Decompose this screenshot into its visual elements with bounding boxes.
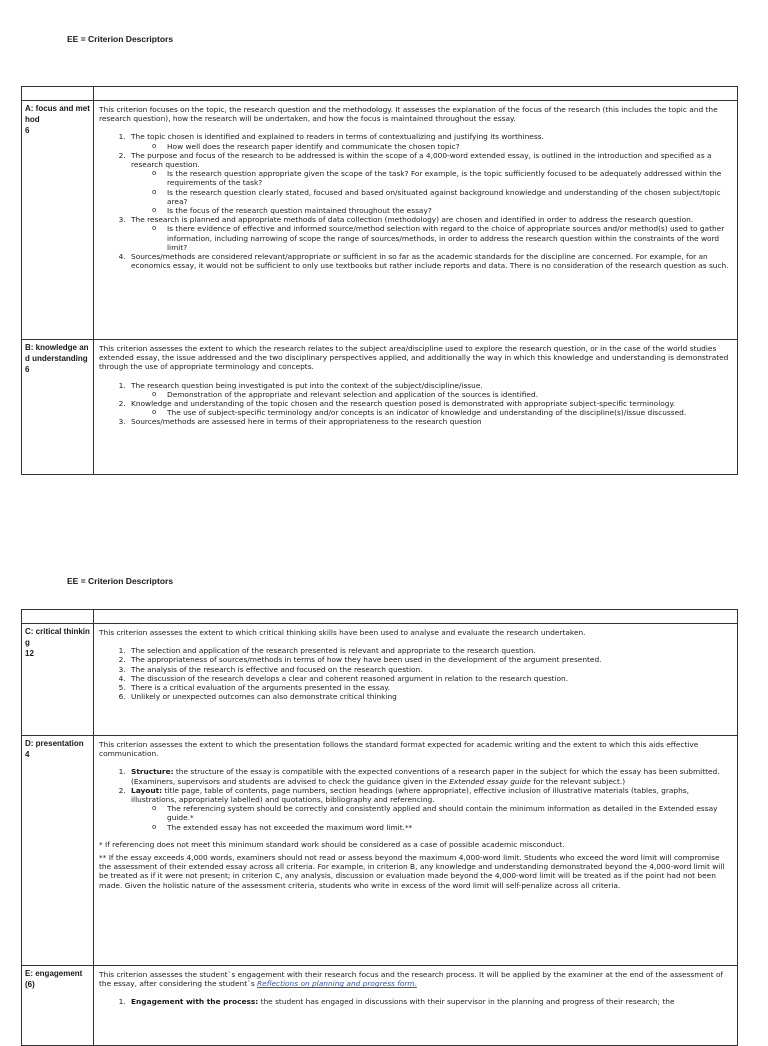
criterion-b-body xyxy=(94,340,738,475)
list-item: 6. Unlikely or unexpected outcomes can also demonstrate critical thinking xyxy=(128,692,731,701)
criterion-a-label: A: focus and method 6 xyxy=(22,101,94,340)
list-item: 2. The appropriateness of sources/methods in terms of how they have been used in the development of the argument presented. xyxy=(128,655,731,664)
criterion-d-intro: This criterion assesses the extent to which the presentation follows the standard format expected for academic writing and the extent to which this aids effective communication. xyxy=(99,740,699,759)
list-item: 5. There is a critical evaluation of the arguments presented in the essay. xyxy=(128,683,731,692)
sub-item: o The referencing system should be correctly and consistently applied and should contain the minimum information as detailed in the Extended essay guide.* xyxy=(167,804,731,822)
list-item: 3. Sources/methods are assessed here in terms of their appropriateness to the research question xyxy=(128,417,731,426)
criterion-c-intro: This criterion assesses the extent to which critical thinking skills have been used to analyse and evaluate the research undertaken. xyxy=(99,628,586,637)
criterion-b-intro: This criterion assesses the extent to which the research relates to the subject area/discipline used to explore the research question, or in the case of the world studies extended essay, the issue addressed and the two disciplinary perspectives applied, and additionally the way in which this knowledge and understanding is demonstrated through the use of appropriate terminology and concepts. xyxy=(99,344,729,372)
criterion-a-body xyxy=(94,101,738,340)
list-item: 1. The selection and application of the research presented is relevant and appropriate to the research question. xyxy=(128,646,731,655)
sub-item: o Is the research question clearly stated, focused and based on/situated against background knowledge and understanding of the chosen subject/topic area? xyxy=(167,188,731,206)
criterion-a-intro: This criterion focuses on the topic, the research question and the methodology. It assesses the explanation of the focus of the research (this includes the topic and the research question), how the research will be undertaken, and how the focus is maintained throughout the essay. xyxy=(99,105,718,124)
criterion-e-score: (6) xyxy=(25,980,35,989)
page-title: EE = Criterion Descriptors xyxy=(67,34,174,44)
criterion-c-score: 12 xyxy=(25,649,34,658)
criterion-e-intro: This criterion assesses the student`s engagement with their research focus and the research process. It will be applied by the examiner at the end of the assessment of the essay, after considering the student`s Reflections on planning and progress form. xyxy=(99,970,724,989)
criterion-e-list xyxy=(99,997,731,1006)
criterion-a-list xyxy=(99,132,731,270)
criterion-d-label: D: presentation 4 xyxy=(22,736,94,966)
list-item: 2. The purpose and focus of the research to be addressed is within the scope of a 4,000-word extended essay, is outlined in the introduction and specified as a research question. o Is the research question appropriate given the scope of the task? For example, is the topic sufficiently focused to be adequately addressed within the requirements of the task? o Is the research question clearly stated, focused and based on/situated against background knowledge and understanding of the chosen subject/topic area? o Is the focus of the research question maintained throughout the essay? xyxy=(128,151,731,215)
criterion-c-label: C: critical thinking 12 xyxy=(22,624,94,736)
footnote-word-limit: ** If the essay exceeds 4,000 words, examiners should not read or assess beyond the maximum 4,000-word limit. Students who exceed the word limit will compromise the assessment of their extended essay across all criteria. For example, in criterion B, any knowledge and understanding demonstrated beyond the 4,000-word limit will be treated as if it were not present; in criterion C, any analysis, discussion or evaluation made beyond the 4,000-word limit will be treated as if the point had not been made. Given the holistic nature of the assessment criteria, students who write in excess of the word limit will self-penalize across all criteria. xyxy=(99,853,725,890)
criteria-table-2 xyxy=(21,609,738,1046)
sub-item: o Is the focus of the research question maintained throughout the essay? xyxy=(167,206,731,215)
list-item: 2. Layout: title page, table of contents, page numbers, section headings (where appropriate), effective inclusion of illustrative materials (tables, graphs, illustrations, appropriately labelled) and quotations, bibliography and referencing. o The referencing system should be correctly and consistently applied and should contain the minimum information as detailed in the Extended essay guide.* o The extended essay has not exceeded the maximum word limit.** xyxy=(128,786,731,832)
criterion-a-score: 6 xyxy=(25,126,30,135)
list-item: 2. Knowledge and understanding of the topic chosen and the research question posed is demonstrated with appropriate subject-specific terminology. o The use of subject-specific terminology and/or concepts is an indicator of knowledge and understanding of the discipline(s)/issue discussed. xyxy=(128,399,731,417)
list-item: 4. Sources/methods are considered relevant/appropriate or sufficient in so far as the academic standards for the discipline are concerned. For example, for an economics essay, it would not be sufficient to only use textbooks but rather include reports and data. There is no consideration of the research question as such. xyxy=(128,252,731,270)
list-item: 4. The discussion of the research develops a clear and coherent reasoned argument in relation to the research question. xyxy=(128,674,731,683)
sub-item: o The use of subject-specific terminology and/or concepts is an indicator of knowledge and understanding of the discipline(s)/issue discussed. xyxy=(167,408,731,417)
criterion-d-score: 4 xyxy=(25,750,30,759)
list-item: 1. Structure: the structure of the essay is compatible with the expected conventions of a research paper in the subject for which the essay has been submitted. (Examiners, supervisors and students are advised to check the guidance given in the Extended essay guide for the relevant subject.) xyxy=(128,767,731,785)
criterion-d-list xyxy=(99,767,731,831)
list-item: 1. The research question being investigated is put into the context of the subject/discipline/issue. o Demonstration of the appropriate and relevant selection and application of the sources is identified. xyxy=(128,381,731,399)
sub-item: o The extended essay has not exceeded the maximum word limit.** xyxy=(167,823,731,832)
reflections-form-link[interactable]: Reflections on planning and progress form. xyxy=(257,979,417,989)
criterion-c-body xyxy=(94,624,738,736)
criterion-b-list xyxy=(99,381,731,427)
sub-item: o How well does the research paper identify and communicate the chosen topic? xyxy=(167,142,731,151)
sub-item: o Is the research question appropriate given the scope of the task? For example, is the topic sufficiently focused to be adequately addressed within the requirements of the task? xyxy=(167,169,731,187)
criterion-b-score: 6 xyxy=(25,365,30,374)
list-item: 1. Engagement with the process: the student has engaged in discussions with their supervisor in the planning and progress of their research; the xyxy=(128,997,731,1006)
list-item: 1. The topic chosen is identified and explained to readers in terms of contextualizing and justifying its worthiness. o How well does the research paper identify and communicate the chosen topic? xyxy=(128,132,731,150)
list-item: 3. The research is planned and appropriate methods of data collection (methodology) are chosen and identified in order to address the research question. o Is there evidence of effective and informed source/method selection with regard to the choice of appropriate sources and/or method(s) used to gather information, including narrowing of scope the range of sources/methods, in order to address the research question within the constraints of the word limit? xyxy=(128,215,731,252)
list-item: 3. The analysis of the research is effective and focused on the research question. xyxy=(128,665,731,674)
criterion-e-label: E: engagement (6) xyxy=(22,966,94,1046)
criterion-c-list xyxy=(99,646,731,701)
page-title: EE = Criterion Descriptors xyxy=(67,576,174,586)
criterion-e-body xyxy=(94,966,738,1046)
criterion-d-body xyxy=(94,736,738,966)
criterion-b-label: B: knowledge and understanding 6 xyxy=(22,340,94,475)
sub-item: o Demonstration of the appropriate and relevant selection and application of the sources is identified. xyxy=(167,390,731,399)
footnote-referencing: * If referencing does not meet this minimum standard work should be considered as a case of possible academic misconduct. xyxy=(99,839,565,849)
criteria-table-1 xyxy=(21,86,738,475)
sub-item: o Is there evidence of effective and informed source/method selection with regard to the choice of appropriate sources and/or method(s) used to gather information, including narrowing of scope the range of sources/methods, in order to address the research question within the constraints of the word limit? xyxy=(167,224,731,252)
